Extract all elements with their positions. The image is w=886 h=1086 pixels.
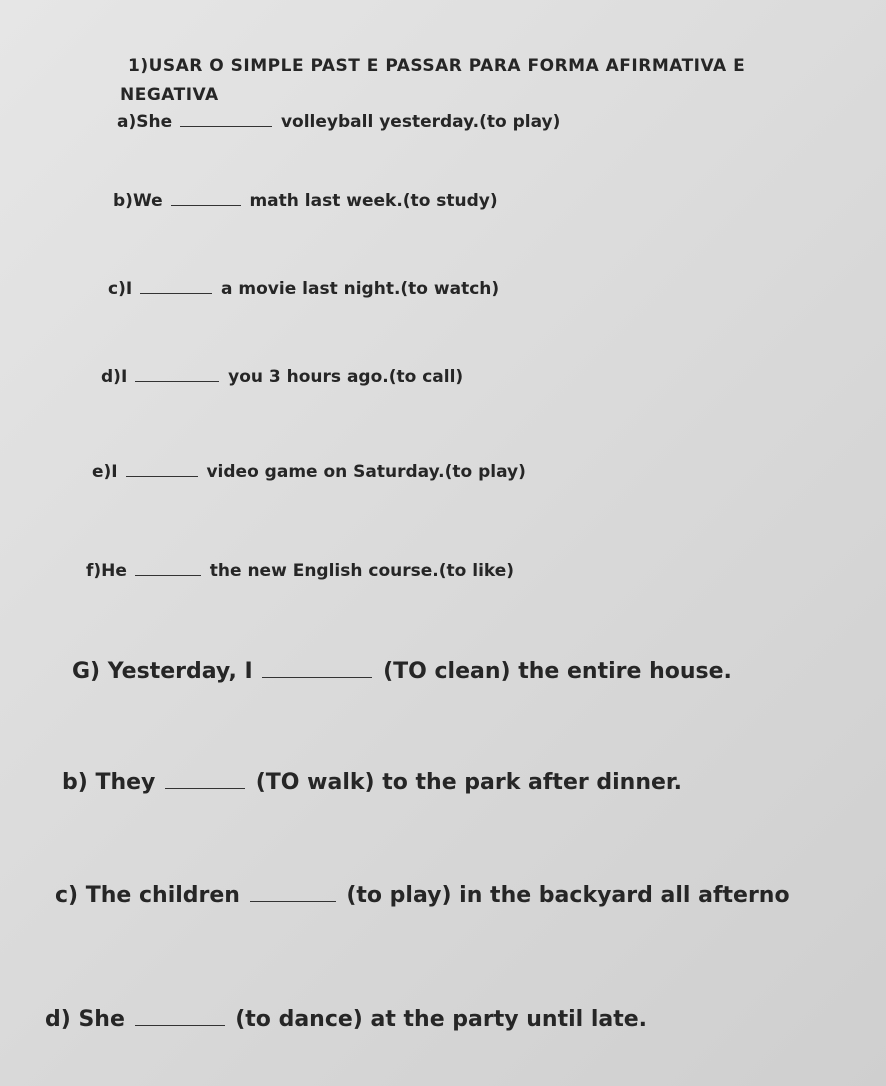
exercise-item (45, 1007, 647, 1032)
exercise-suffix: (TO walk) to the park after dinner. (255, 770, 682, 795)
instruction-title-line1: 1)USAR O SIMPLE PAST E PASSAR PARA FORMA AFIRMATIVA E (128, 56, 746, 76)
exercise-suffix: the new English course.(to like) (209, 561, 515, 581)
answer-blank[interactable] (126, 475, 198, 477)
exercise-item (55, 883, 790, 908)
exercise-item (86, 561, 514, 581)
answer-blank[interactable] (171, 204, 241, 206)
exercise-suffix: a movie last night.(to watch) (221, 279, 500, 299)
exercise-suffix: (TO clean) the entire house. (383, 659, 732, 684)
answer-blank[interactable] (165, 787, 245, 789)
exercise-prefix: c) The children (55, 883, 240, 908)
exercise-prefix: b)We (113, 191, 163, 211)
exercise-item (117, 112, 560, 132)
answer-blank[interactable] (140, 292, 212, 294)
exercise-prefix: d) She (45, 1007, 125, 1032)
exercise-prefix: G) Yesterday, I (72, 659, 253, 684)
exercise-prefix: b) They (62, 770, 156, 795)
exercise-item (62, 770, 682, 795)
exercise-item (113, 191, 498, 211)
exercise-item (108, 279, 499, 299)
exercise-suffix: you 3 hours ago.(to call) (228, 367, 464, 387)
exercise-item (101, 367, 463, 387)
exercise-suffix: (to dance) at the party until late. (235, 1007, 648, 1032)
answer-blank[interactable] (180, 125, 272, 127)
answer-blank[interactable] (135, 574, 201, 576)
exercise-suffix: (to play) in the backyard all afterno (346, 883, 790, 908)
exercise-prefix: a)She (117, 112, 173, 132)
exercise-suffix: volleyball yesterday.(to play) (280, 112, 561, 132)
exercise-prefix: e)I (92, 462, 118, 482)
exercise-suffix: math last week.(to study) (249, 191, 498, 211)
answer-blank[interactable] (250, 900, 336, 902)
answer-blank[interactable] (262, 676, 372, 678)
answer-blank[interactable] (135, 1024, 225, 1026)
exercise-prefix: f)He (86, 561, 127, 581)
exercise-prefix: d)I (101, 367, 128, 387)
exercise-item (92, 462, 526, 482)
exercise-item (72, 659, 732, 684)
instruction-title-line2: NEGATIVA (120, 85, 219, 105)
exercise-suffix: video game on Saturday.(to play) (206, 462, 526, 482)
answer-blank[interactable] (135, 380, 219, 382)
exercise-prefix: c)I (108, 279, 133, 299)
